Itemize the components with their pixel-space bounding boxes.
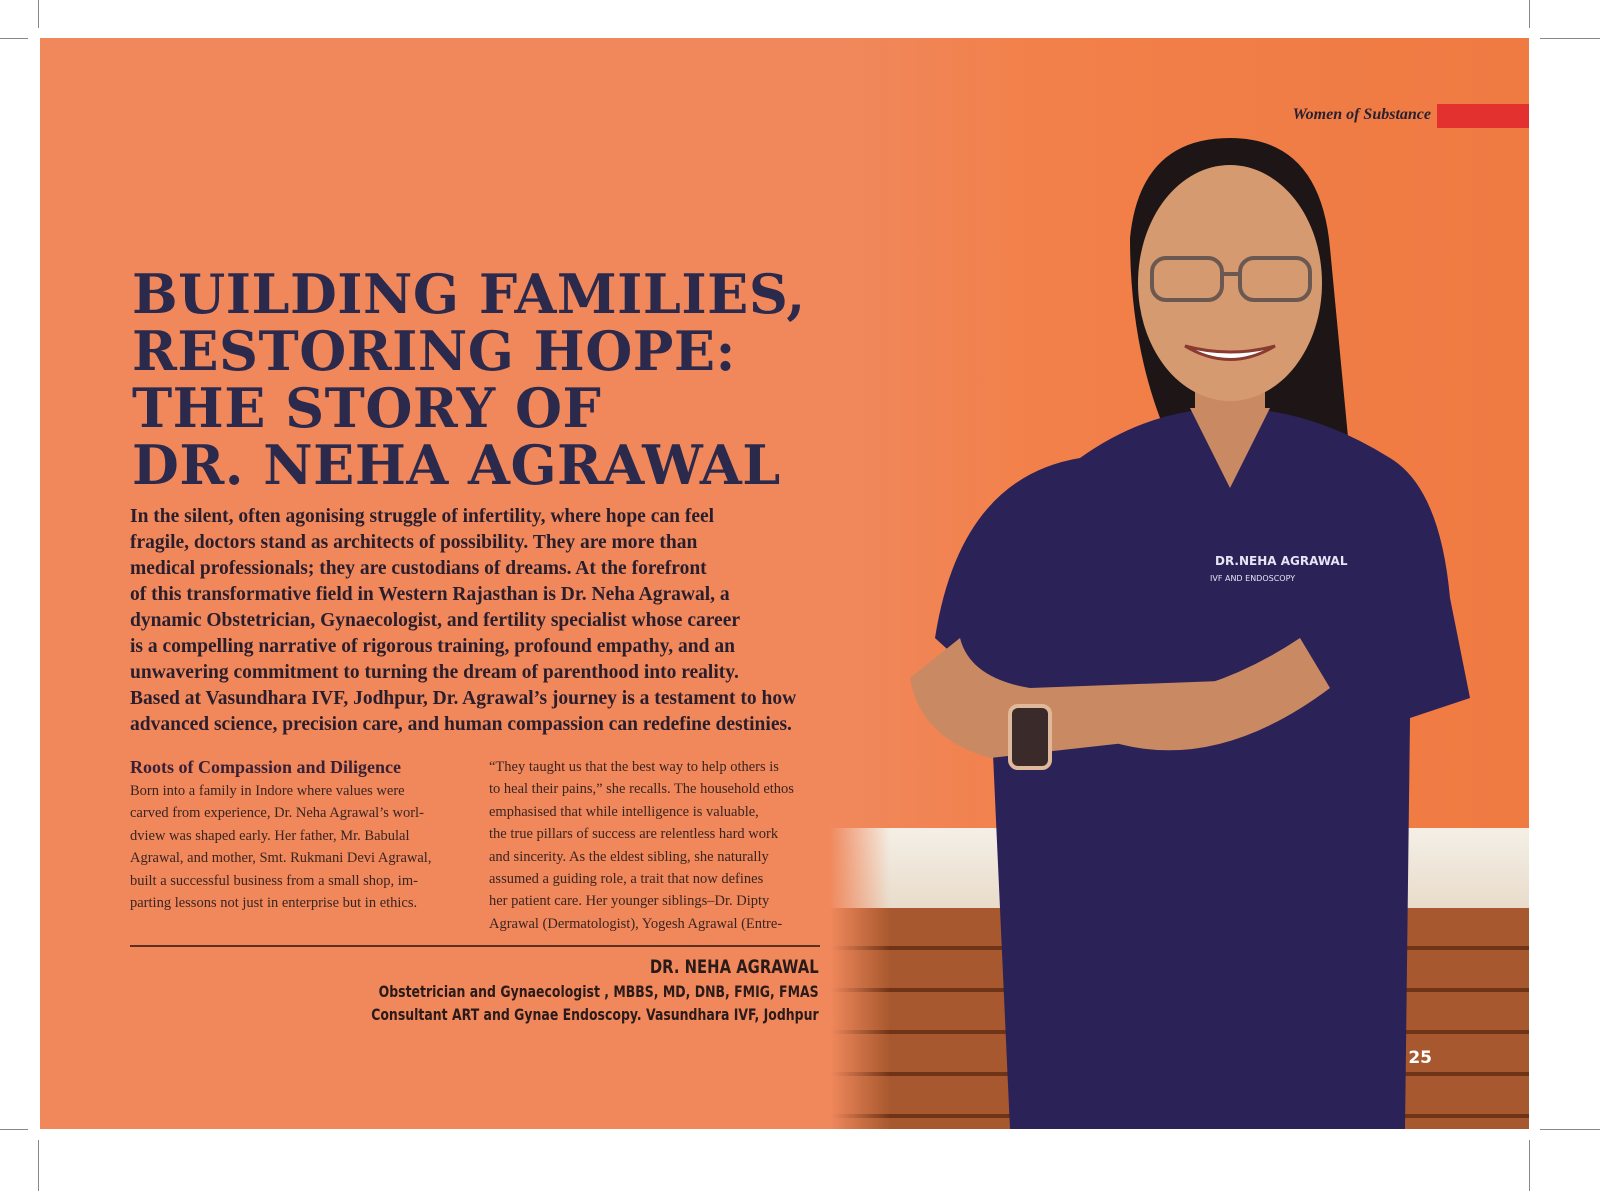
body-line: and sincerity. As the eldest sibling, she naturally: [489, 848, 769, 865]
crop-mark: [0, 1129, 28, 1130]
body-line: the true pillars of success are relentless hard work: [489, 826, 779, 843]
section-accent-bar: [1437, 104, 1529, 128]
body-line: “They taught us that the best way to help others is: [489, 759, 779, 775]
title-line: RESTORING HOPE:: [132, 319, 736, 383]
body-line: Agrawal, and mother, Smt. Rukmani Devi Agrawal,: [130, 850, 432, 867]
title-line: THE STORY OF: [132, 376, 602, 440]
crop-mark: [1529, 1140, 1530, 1191]
byline-position: Consultant ART and Gynae Endoscopy. Vasundhara IVF, Jodhpur: [371, 1005, 819, 1024]
scrub-embroidery-sub: IVF AND ENDOSCOPY: [1210, 574, 1296, 583]
portrait-photo: [830, 38, 1529, 1129]
magazine-page: [40, 38, 1529, 1129]
body-line: built a successful business from a small shop, im-: [130, 872, 418, 889]
body-line: her patient care. Her younger siblings–Dr. Dipty: [489, 893, 770, 910]
scrub-embroidery-name: DR.NEHA AGRAWAL: [1215, 554, 1348, 568]
byline-credentials: Obstetrician and Gynaecologist , MBBS, MD, DNB, FMIG, FMAS: [378, 982, 819, 1001]
byline: [372, 954, 819, 1026]
intro-line: advanced science, precision care, and human compassion can redefine destinies.: [130, 714, 792, 735]
intro-line: Based at Vasundhara IVF, Jodhpur, Dr. Agrawal’s journey is a testament to how: [130, 688, 797, 709]
crop-mark: [0, 38, 28, 39]
byline-name: DR. NEHA AGRAWAL: [650, 956, 819, 978]
intro-line: is a compelling narrative of rigorous training, profound empathy, and an: [130, 636, 735, 657]
body-column-2: [489, 756, 834, 935]
divider-rule: [130, 945, 820, 947]
body-line: carved from experience, Dr. Neha Agrawal’s worl-: [130, 805, 424, 822]
intro-line: In the silent, often agonising struggle of infertility, where hope can feel: [130, 506, 715, 527]
body-line: Agrawal (Dermatologist), Yogesh Agrawal (Entre-: [489, 915, 783, 932]
crop-mark: [38, 1140, 39, 1191]
body-line: to heal their pains,” she recalls. The household ethos: [489, 781, 794, 798]
intro-line: medical professionals; they are custodians of dreams. At the forefront: [130, 558, 707, 579]
intro-line: unwavering commitment to turning the dream of parenthood into reality.: [130, 662, 739, 683]
intro-line: of this transformative field in Western Rajasthan is Dr. Neha Agrawal, a: [130, 584, 730, 605]
crop-mark: [1529, 0, 1530, 28]
intro-line: fragile, doctors stand as architects of possibility. They are more than: [130, 532, 698, 553]
crop-mark: [1540, 38, 1600, 39]
article-title: [132, 262, 806, 497]
intro-line: dynamic Obstetrician, Gynaecologist, and fertility specialist whose career: [130, 610, 741, 631]
doctor-figure: [830, 38, 1529, 1129]
section-tag: Women of Substance: [1292, 106, 1431, 123]
page-number: 25: [1408, 1048, 1432, 1068]
crop-mark: [38, 0, 39, 28]
body-line: assumed a guiding role, a trait that now defines: [489, 871, 764, 888]
section-subheading: Roots of Compassion and Diligence: [130, 757, 402, 777]
crop-mark: [1540, 1129, 1600, 1130]
body-line: emphasised that while intelligence is valuable,: [489, 803, 759, 820]
intro-paragraph: [130, 504, 840, 738]
body-line: dview was shaped early. Her father, Mr. Babulal: [130, 827, 410, 844]
body-line: parting lessons not just in enterprise but in ethics.: [130, 895, 418, 912]
body-column-1: [130, 756, 475, 914]
body-line: Born into a family in Indore where values were: [130, 783, 405, 799]
title-line: BUILDING FAMILIES,: [132, 262, 806, 326]
title-line: DR. NEHA AGRAWAL: [132, 433, 781, 497]
